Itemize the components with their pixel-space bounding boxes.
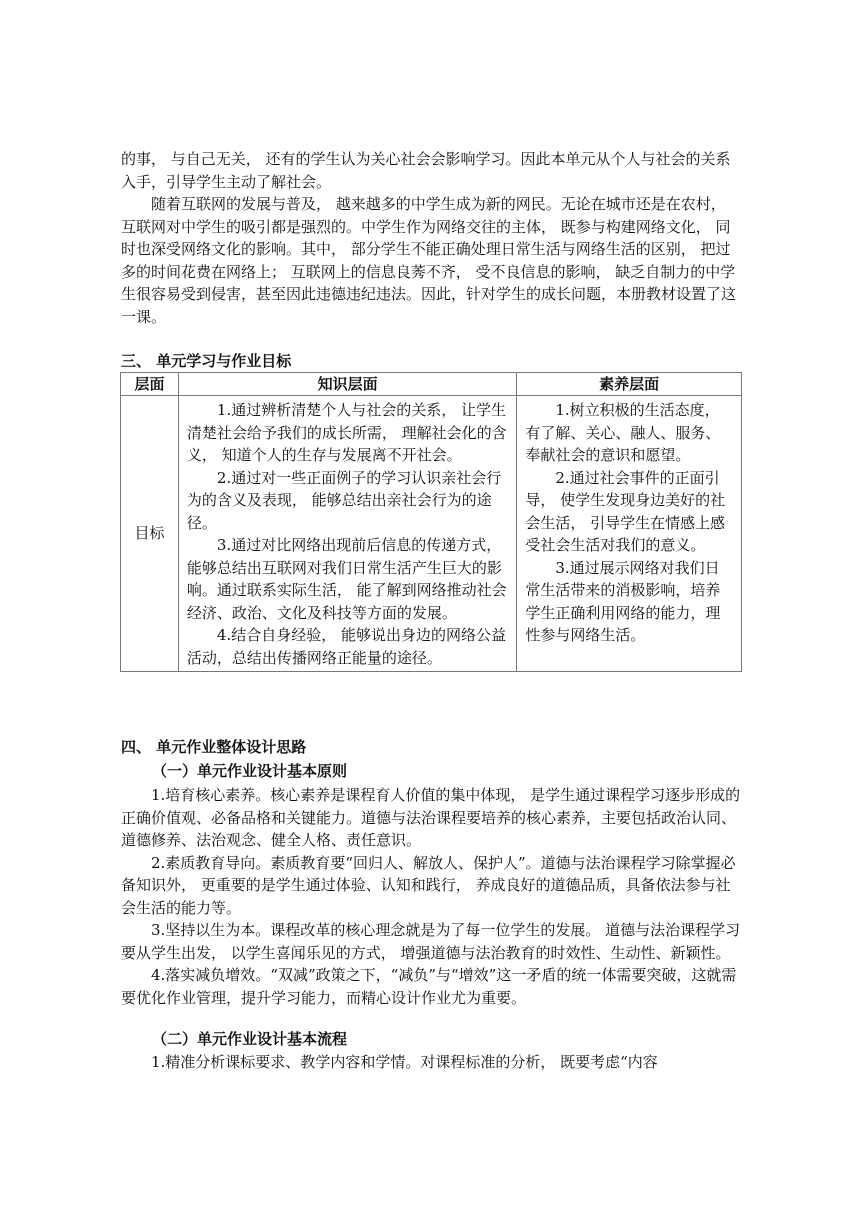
principle-paragraph: 4.落实减负增效。“双减”政策之下，“减负”与“增效”这一矛盾的统一体需要突破，这就需要优化作业管理，提升学习能力，而精心设计作业尤为重要。 bbox=[121, 966, 737, 1007]
literacy-item: 1.树立积极的生活态度，有了解、关心、融人、服务、奉献社会的意识和愿望。 bbox=[525, 401, 721, 464]
knowledge-item: 2.通过对一些正面例子的学习认识亲社会行为的含义及表现， 能够总结出亲社会行为的途径。 bbox=[186, 468, 502, 532]
intro-paragraph-2: 随着互联网的发展与普及， 越来越多的中学生成为新的网民。无论在城市还是在农村， 互联网对中学生的吸引都是强烈的。中学生作为网络交往的主体， 既参与构建网络文化， 同时也深受网络文化的影响。其中， 部分学生不能正确处理日常生活与网络生活的区别， 把过多的时间花费在网络上； 互联网上的信息良莠不齐， 受不良信息的影响， 缺乏自制力的中学生很容易受到侵害，甚至因此违德违纪违法。因此，针对学生的成长问题，本册教材设置了这一课。 bbox=[121, 195, 737, 326]
table-header-row bbox=[121, 373, 742, 396]
intro-text bbox=[121, 148, 741, 328]
section4-heading: 四、 单元作业整体设计思路 bbox=[121, 738, 307, 756]
principle-paragraph: 2.素质教育导向。素质教育要“回归人、解放人、保护人”。道德与法治课程学习除掌握必备知识外， 更重要的是学生通过体验、认知和践行， 养成良好的道德品质，具备依法参与社会生活的能力等。 bbox=[121, 853, 736, 917]
section3-heading: 三、 单元学习与作业目标 bbox=[121, 352, 292, 370]
header-level: 层面 bbox=[121, 373, 179, 396]
intro-paragraph-1: 的事， 与自己无关， 还有的学生认为关心社会会影响学习。因此本单元从个人与社会的关系入手，引导学生主动了解社会。 bbox=[121, 150, 731, 191]
flow-text bbox=[121, 1051, 741, 1074]
subsection-principles-heading: （一）单元作业设计基本原则 bbox=[152, 762, 348, 780]
literacy-item: 2.通过社会事件的正面引导， 使学生发现身边美好的社会生活， 引导学生在情感上感受社会生活对我们的意义。 bbox=[525, 468, 726, 554]
principle-paragraph: 3.坚持以生为本。课程改革的核心理念就是为了每一位学生的发展。 道德与法治课程学习要从学生出发， 以学生喜闻乐见的方式， 增强道德与法治教育的时效性、生动性、新颖性。 bbox=[121, 921, 741, 962]
flow-paragraph: 1.精准分析课标要求、教学内容和学情。对课程标准的分析， 既要考虑“内容 bbox=[151, 1053, 658, 1071]
row-label: 目标 bbox=[121, 396, 179, 672]
principle-paragraph: 1.培育核心素养。核心素养是课程育人价值的集中体现， 是学生通过课程学习逐步形成的正确价值观、必备品格和关键能力。道德与法治课程要培养的核心素养，主要包括政治认同、道德修养、法治观念、健全人格、责任意识。 bbox=[121, 786, 741, 849]
knowledge-item: 1.通过辨析清楚个人与社会的关系， 让学生清楚社会给予我们的成长所需， 理解社会化的含义， 知道个人的生存与发展离不开社会。 bbox=[186, 401, 507, 464]
knowledge-cell bbox=[178, 396, 516, 672]
subsection-flow-heading: （二）单元作业设计基本流程 bbox=[152, 1030, 348, 1048]
header-knowledge: 知识层面 bbox=[178, 373, 516, 396]
objectives-table bbox=[120, 372, 742, 672]
header-literacy: 素养层面 bbox=[517, 373, 742, 396]
knowledge-item: 3.通过对比网络出现前后信息的传递方式， 能够总结出互联网对我们日常生活产生巨大的影响。通过联系实际生活， 能了解到网络推动社会经济、政治、文化及科技等方面的发展。 bbox=[186, 536, 507, 622]
literacy-item: 3.通过展示网络对我们日常生活带来的消极影响，培养学生正确利用网络的能力，理性参与网络生活。 bbox=[525, 558, 721, 644]
principles-text bbox=[121, 784, 741, 1009]
table-row bbox=[121, 396, 742, 672]
knowledge-item: 4.结合自身经验， 能够说出身边的网络公益活动，总结出传播网络正能量的途径。 bbox=[186, 626, 506, 667]
literacy-cell bbox=[517, 396, 742, 672]
